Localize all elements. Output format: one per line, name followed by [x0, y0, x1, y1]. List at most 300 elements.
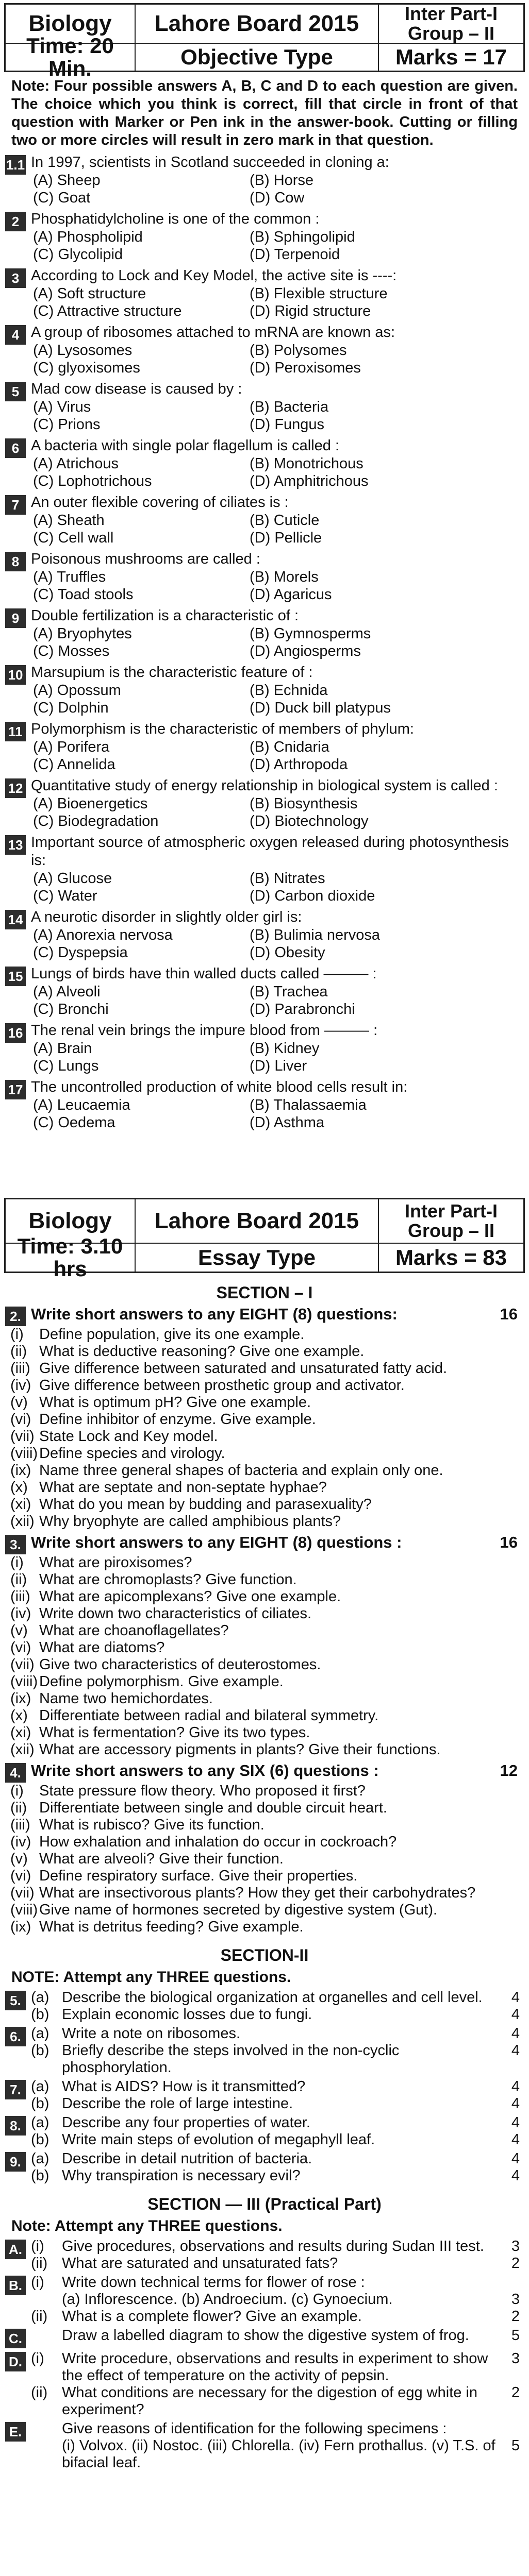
question-part [31, 2274, 524, 2291]
item-text: Differentiate between radial and bilateral symmetry. [39, 1707, 379, 1724]
question-text: Mad cow disease is caused by : [31, 381, 242, 397]
option: (C) Annelida [33, 756, 115, 773]
part-label: (i) [31, 2350, 44, 2367]
question-part [31, 2384, 524, 2418]
short-question-item [5, 1783, 524, 1800]
part-label [31, 2437, 62, 2471]
question-parts [31, 2327, 524, 2348]
option: (C) Glycolipid [33, 246, 123, 263]
short-question-item [5, 1800, 524, 1817]
class-line1: Inter Part-I [404, 1200, 498, 1222]
mcq-question [5, 664, 524, 717]
question-text: According to Lock and Key Model, the active site is ----: [31, 267, 397, 284]
part-text: (a) Inflorescence. (b) Androecium. (c) Gynoecium. [62, 2291, 393, 2308]
question-number: 8. [5, 2116, 26, 2136]
question-number: 5 [5, 382, 26, 401]
option: (D) Peroxisomes [250, 360, 361, 376]
part-text: Describe any four properties of water. [62, 2114, 310, 2131]
option: (B) Kidney [250, 1040, 320, 1057]
options-grid [31, 795, 524, 830]
option: (B) Cuticle [250, 512, 320, 529]
option: (B) Bulimia nervosa [250, 927, 381, 943]
part-text: Draw a labelled diagram to show the digestive system of frog. [62, 2327, 469, 2344]
item-numeral: (xi) [10, 1724, 31, 1741]
section-2-title: SECTION-II [220, 1946, 309, 1964]
option: (D) Obesity [250, 944, 325, 961]
item-text: What are alveoli? Give their function. [39, 1851, 284, 1867]
option: (D) Liver [250, 1058, 307, 1074]
item-numeral: (iv) [10, 1605, 31, 1622]
options-grid [31, 1040, 524, 1075]
question-number: 2 [5, 212, 26, 231]
mcq-question [5, 494, 524, 547]
item-numeral: (xi) [10, 1496, 31, 1513]
item-text: Name three general shapes of bacteria and explain only one. [39, 1462, 443, 1479]
short-question-item [5, 1377, 524, 1394]
short-question-item [5, 1902, 524, 1919]
part-text: Why transpiration is necessary evil? [62, 2167, 301, 2184]
short-question-instruction: Write short answers to any EIGHT (8) questions : [31, 1533, 402, 1551]
options-grid [31, 625, 524, 660]
item-text: What is rubisco? Give its function. [39, 1817, 264, 1833]
short-question-item [5, 1445, 524, 1462]
short-question-item [5, 1462, 524, 1479]
question-body [31, 380, 524, 433]
objective-note: Note: Four possible answers A, B, C and D to each question are given. The choice which you think is correct, fill that circle in front of that question with Marker or Pen ink in the answer-book. Cutting or filling two or more circles will result in zero mark in that question. [11, 78, 518, 148]
item-numeral: (v) [10, 1851, 28, 1867]
option: (D) Angiosperms [250, 643, 361, 659]
question-number: 10 [5, 665, 26, 685]
board-cell: Lahore Board 2015 [135, 1199, 378, 1243]
question-parts [31, 2114, 524, 2148]
short-question-instruction: Write short answers to any EIGHT (8) questions: [31, 1305, 398, 1323]
mcq-question [5, 1078, 524, 1131]
options-grid [31, 568, 524, 603]
part-label: (a) [31, 1989, 49, 2006]
item-numeral: (viii) [10, 1445, 38, 1462]
short-question-item [5, 1428, 524, 1445]
question-number: 1.1 [5, 155, 26, 175]
item-numeral: (x) [10, 1479, 28, 1496]
question-part [31, 1989, 524, 2006]
question-text: A bacteria with single polar flagellum is called : [31, 437, 340, 454]
option: (A) Anorexia nervosa [33, 927, 173, 943]
option: (C) Prions [33, 416, 101, 433]
question-part [31, 2291, 524, 2308]
question-number: 14 [5, 910, 26, 929]
item-numeral: (ii) [10, 1800, 27, 1816]
item-numeral: (iii) [10, 1817, 30, 1833]
part-label: (b) [31, 2095, 49, 2112]
long-question [5, 2274, 524, 2325]
question-text: Important source of atmospheric oxygen released during photosynthesis is: [31, 834, 509, 869]
options-grid [31, 228, 524, 263]
item-text: Name two hemichordates. [39, 1690, 213, 1707]
question-body [31, 494, 524, 547]
short-question-item [5, 1639, 524, 1656]
mcq-question [5, 908, 524, 961]
part-marks: 5 [511, 2437, 520, 2454]
part-text: Describe the biological organization at organelles and cell level. [62, 1989, 483, 2006]
mcq-question [5, 607, 524, 660]
question-number: 3. [5, 1535, 26, 1554]
option: (B) Monotrichous [250, 455, 363, 472]
part-label: (a) [31, 2078, 49, 2095]
options-grid [31, 870, 524, 905]
mcq-question [5, 154, 524, 207]
essay-paper [0, 1198, 529, 2471]
marks-cell: Marks = 17 [378, 44, 523, 71]
short-question-item [5, 1513, 524, 1530]
item-text: Define inhibitor of enzyme. Give example. [39, 1411, 316, 1428]
part-text: Explain economic losses due to fungi. [62, 2006, 312, 2023]
question-part [31, 2238, 524, 2255]
part-marks: 4 [511, 2095, 520, 2112]
question-part [31, 2167, 524, 2184]
option: (C) glyoxisomes [33, 360, 140, 376]
part-text: Write main steps of evolution of megaphyll leaf. [62, 2131, 375, 2148]
option: (D) Agaricus [250, 586, 332, 603]
question-body [31, 437, 524, 490]
board-cell: Lahore Board 2015 [135, 5, 378, 43]
short-question-item [5, 1690, 524, 1707]
part-text: Give reasons of identification for the following specimens : [62, 2420, 447, 2437]
question-number: 17 [5, 1080, 26, 1099]
question-part [31, 2327, 524, 2344]
mcq-question [5, 324, 524, 377]
objective-paper [0, 0, 529, 1131]
question-text: Polymorphism is the characteristic of members of phylum: [31, 721, 414, 737]
item-text: Differentiate between single and double circuit heart. [39, 1800, 387, 1816]
item-text: What is optimum pH? Give one example. [39, 1394, 311, 1411]
type-cell: Essay Type [135, 1244, 378, 1272]
item-text: State pressure flow theory. Who proposed it first? [39, 1783, 366, 1799]
item-text: Give difference between saturated and unsaturated fatty acid. [39, 1360, 448, 1377]
section-1-questions [0, 1305, 529, 1936]
item-numeral: (iii) [10, 1588, 30, 1605]
class-line1: Inter Part-I [404, 3, 498, 25]
question-number: 9. [5, 2152, 26, 2172]
question-parts [31, 2025, 524, 2076]
part-label: (a) [31, 2150, 49, 2167]
question-number: 11 [5, 722, 26, 741]
part-marks: 2 [511, 2255, 520, 2272]
option: (A) Sheep [33, 172, 101, 189]
mcq-question [5, 210, 524, 263]
option: (A) Brain [33, 1040, 92, 1057]
option: (A) Bioenergetics [33, 795, 148, 812]
question-number: 13 [5, 835, 26, 855]
option: (A) Lysosomes [33, 342, 133, 359]
part-marks: 4 [511, 1989, 520, 2006]
item-text: What are apicomplexans? Give one example. [39, 1588, 341, 1605]
item-text: State Lock and Key model. [39, 1428, 218, 1445]
question-body [31, 908, 524, 961]
item-numeral: (ix) [10, 1462, 31, 1479]
part-text: Give procedures, observations and results during Sudan III test. [62, 2238, 484, 2255]
part-marks: 3 [511, 2291, 520, 2308]
option: (D) Cow [250, 190, 305, 206]
class-cell [378, 5, 523, 43]
item-numeral: (viii) [10, 1673, 38, 1690]
part-label: (i) [31, 2274, 44, 2291]
item-text: What is deductive reasoning? Give one example. [39, 1343, 365, 1360]
part-marks: 2 [511, 2308, 520, 2325]
question-number: 6. [5, 2027, 26, 2046]
question-text: The renal vein brings the impure blood from ——— : [31, 1022, 378, 1039]
question-text: Quantitative study of energy relationship in biological system is called : [31, 777, 498, 794]
item-numeral: (vii) [10, 1656, 35, 1673]
question-text: A neurotic disorder in slightly older girl is: [31, 909, 302, 925]
question-number: 4. [5, 1763, 26, 1783]
question-body [31, 1078, 524, 1131]
option: (B) Morels [250, 569, 319, 585]
time-cell: Time: 20 Min. [26, 33, 114, 80]
item-numeral: (vi) [10, 1639, 31, 1656]
question-text: Phosphatidylcholine is one of the common : [31, 211, 320, 227]
short-question-item [5, 1707, 524, 1724]
question-body [31, 777, 524, 830]
item-text: Define respiratory surface. Give their properties. [39, 1868, 358, 1884]
option: (C) Cell wall [33, 530, 114, 546]
long-question [5, 2420, 524, 2471]
item-numeral: (ix) [10, 1690, 31, 1707]
item-text: What are insectivorous plants? How they get their carbohydrates? [39, 1885, 476, 1901]
short-question-item [5, 1479, 524, 1496]
short-question-item [5, 1588, 524, 1605]
option: (C) Goat [33, 190, 91, 206]
short-question-item [5, 1605, 524, 1622]
mcq-question [5, 777, 524, 830]
item-numeral: (vi) [10, 1411, 31, 1428]
option: (A) Porifera [33, 739, 110, 755]
part-label: (a) [31, 2114, 49, 2131]
part-text: What is a complete flower? Give an example. [62, 2308, 362, 2325]
question-part [31, 2025, 524, 2042]
option: (A) Phospholipid [33, 229, 143, 245]
part-marks: 2 [511, 2384, 520, 2401]
item-text: Write down two characteristics of ciliates. [39, 1605, 312, 1622]
mcq-question [5, 720, 524, 773]
part-text: (i) Volvox. (ii) Nostoc. (iii) Chlorella. (iv) Fern prothallus. (v) T.S. of bifacial leaf. [62, 2437, 495, 2471]
short-question-item [5, 1741, 524, 1758]
option: (B) Bacteria [250, 399, 329, 415]
item-text: What are piroxisomes? [39, 1554, 192, 1571]
question-part [31, 2078, 524, 2095]
short-question-item [5, 1919, 524, 1936]
option: (D) Biotechnology [250, 813, 369, 829]
option: (B) Polysomes [250, 342, 347, 359]
option: (A) Alveoli [33, 984, 101, 1000]
option: (D) Parabronchi [250, 1001, 355, 1018]
type-cell: Objective Type [135, 44, 378, 71]
part-label: (a) [31, 2025, 49, 2042]
part-label: (b) [31, 2006, 49, 2023]
part-marks: 3 [511, 2238, 520, 2255]
question-part [31, 2006, 524, 2023]
part-text: Write a note on ribosomes. [62, 2025, 241, 2042]
item-text: How exhalation and inhalation do occur in cockroach? [39, 1834, 397, 1850]
question-part [31, 2420, 524, 2437]
option: (B) Cnidaria [250, 739, 329, 755]
question-body [31, 664, 524, 717]
option: (B) Thalassaemia [250, 1097, 367, 1113]
options-grid [31, 983, 524, 1018]
option: (D) Asthma [250, 1114, 325, 1131]
question-body [31, 1022, 524, 1075]
part-marks: 3 [511, 2350, 520, 2367]
item-text: Give two characteristics of deuterostomes. [39, 1656, 321, 1673]
options-grid [31, 738, 524, 773]
question-parts [31, 2238, 524, 2272]
part-marks: 4 [511, 2042, 520, 2059]
option: (B) Gymnosperms [250, 625, 371, 642]
item-text: Why bryophyte are called amphibious plants? [39, 1513, 341, 1530]
part-marks: 4 [511, 2025, 520, 2042]
question-text: An outer flexible covering of ciliates is : [31, 494, 289, 511]
mcq-question [5, 380, 524, 433]
part-marks: 4 [511, 2167, 520, 2184]
option: (C) Toad stools [33, 586, 134, 603]
question-part [31, 2042, 524, 2076]
subject-cell: Biology [28, 10, 112, 36]
class-line2: Group – II [407, 1220, 494, 1241]
item-numeral: (i) [10, 1554, 24, 1571]
question-body [31, 965, 524, 1018]
option: (D) Carbon dioxide [250, 888, 375, 904]
short-question-item [5, 1496, 524, 1513]
item-text: What are choanoflagellates? [39, 1622, 229, 1639]
options-grid [31, 455, 524, 490]
question-text: Marsupium is the characteristic feature of : [31, 664, 313, 681]
part-label: (i) [31, 2238, 44, 2255]
question-number: 4 [5, 325, 26, 345]
item-text: Define species and virology. [39, 1445, 225, 1462]
question-body [31, 267, 524, 320]
item-numeral: (vii) [10, 1885, 35, 1901]
long-question [5, 1989, 524, 2023]
option: (C) Water [33, 888, 97, 904]
item-text: Give name of hormones secreted by digestive system (Gut). [39, 1902, 438, 1918]
question-part [31, 2308, 524, 2325]
item-numeral: (iii) [10, 1360, 30, 1377]
part-marks: 4 [511, 2150, 520, 2167]
option: (B) Nitrates [250, 870, 325, 887]
item-numeral: (v) [10, 1394, 28, 1411]
part-marks [497, 2420, 524, 2437]
subject-cell: Biology [28, 1208, 112, 1233]
question-part [31, 2131, 524, 2148]
question-text: Double fertilization is a characteristic of : [31, 607, 299, 624]
short-question-item [5, 1554, 524, 1571]
short-question-instruction: Write short answers to any SIX (6) questions : [31, 1761, 379, 1780]
question-text: Lungs of birds have thin walled ducts called ——— : [31, 965, 377, 982]
question-part [31, 2350, 524, 2384]
option: (A) Leucaemia [33, 1097, 130, 1113]
short-question-item [5, 1834, 524, 1851]
part-text: Describe in detail nutrition of bacteria. [62, 2150, 312, 2167]
item-text: What is fermentation? Give its two types. [39, 1724, 310, 1741]
option: (D) Duck bill platypus [250, 700, 391, 716]
section-3-title: SECTION — III (Practical Part) [147, 2195, 382, 2213]
part-label [31, 2420, 62, 2437]
question-number: 9 [5, 608, 26, 628]
question-number: E. [5, 2422, 26, 2442]
question-body [31, 607, 524, 660]
option: (D) Terpenoid [250, 246, 340, 263]
question-number: 2. [5, 1307, 26, 1326]
item-numeral: (ii) [10, 1343, 27, 1360]
short-question-item [5, 1868, 524, 1885]
option: (C) Biodegradation [33, 813, 159, 829]
part-text: Briefly describe the steps involved in the non-cyclic phosphorylation. [62, 2042, 400, 2076]
item-text: Define population, give its one example. [39, 1326, 305, 1343]
options-grid [31, 1096, 524, 1131]
short-question-item [5, 1343, 524, 1360]
item-text: What are diatoms? [39, 1639, 165, 1656]
part-marks: 4 [511, 2078, 520, 2095]
section-2-questions [5, 1989, 524, 2184]
item-numeral: (iv) [10, 1377, 31, 1394]
short-question-item [5, 1326, 524, 1343]
question-body [31, 550, 524, 603]
long-question [5, 2114, 524, 2148]
part-label [31, 2291, 62, 2308]
part-marks: 5 [511, 2327, 520, 2344]
question-body [31, 834, 524, 905]
options-grid [31, 682, 524, 717]
options-grid [31, 926, 524, 961]
question-number: 7. [5, 2080, 26, 2099]
part-marks: 4 [511, 2006, 520, 2023]
item-numeral: (i) [10, 1783, 24, 1799]
question-text: In 1997, scientists in Scotland succeeded in cloning a: [31, 154, 389, 171]
part-text: Write down technical terms for flower of rose : [62, 2274, 365, 2291]
question-number: D. [5, 2352, 26, 2371]
long-question [5, 2150, 524, 2184]
option: (D) Rigid structure [250, 303, 371, 319]
part-marks [497, 2274, 524, 2291]
item-numeral: (iv) [10, 1834, 31, 1850]
long-question [5, 2327, 524, 2348]
question-body [31, 720, 524, 773]
question-parts [31, 2274, 524, 2325]
item-text: What are accessory pigments in plants? Give their functions. [39, 1741, 441, 1758]
option: (B) Echnida [250, 682, 328, 699]
short-question-block [5, 1761, 524, 1936]
question-body [31, 154, 524, 207]
option: (C) Attractive structure [33, 303, 182, 319]
item-text: What do you mean by budding and parasexuality? [39, 1496, 372, 1513]
option: (A) Atrichous [33, 455, 119, 472]
short-question-header [5, 1761, 524, 1783]
item-numeral: (viii) [10, 1902, 38, 1918]
item-text: What are septate and non-septate hyphae? [39, 1479, 327, 1496]
option: (A) Soft structure [33, 285, 146, 302]
time-cell: Time: 3.10 hrs [17, 1233, 123, 1281]
short-question-item [5, 1673, 524, 1690]
options-grid [31, 512, 524, 547]
part-label: (ii) [31, 2255, 48, 2272]
option: (C) Dyspepsia [33, 944, 128, 961]
marks-cell: Marks = 83 [378, 1244, 523, 1272]
question-number: 15 [5, 967, 26, 986]
section-1-title: SECTION – I [216, 1283, 313, 1302]
short-question-block [5, 1305, 524, 1530]
part-label: (b) [31, 2167, 49, 2184]
short-question-item [5, 1724, 524, 1741]
marks-value: 16 [500, 1305, 518, 1323]
